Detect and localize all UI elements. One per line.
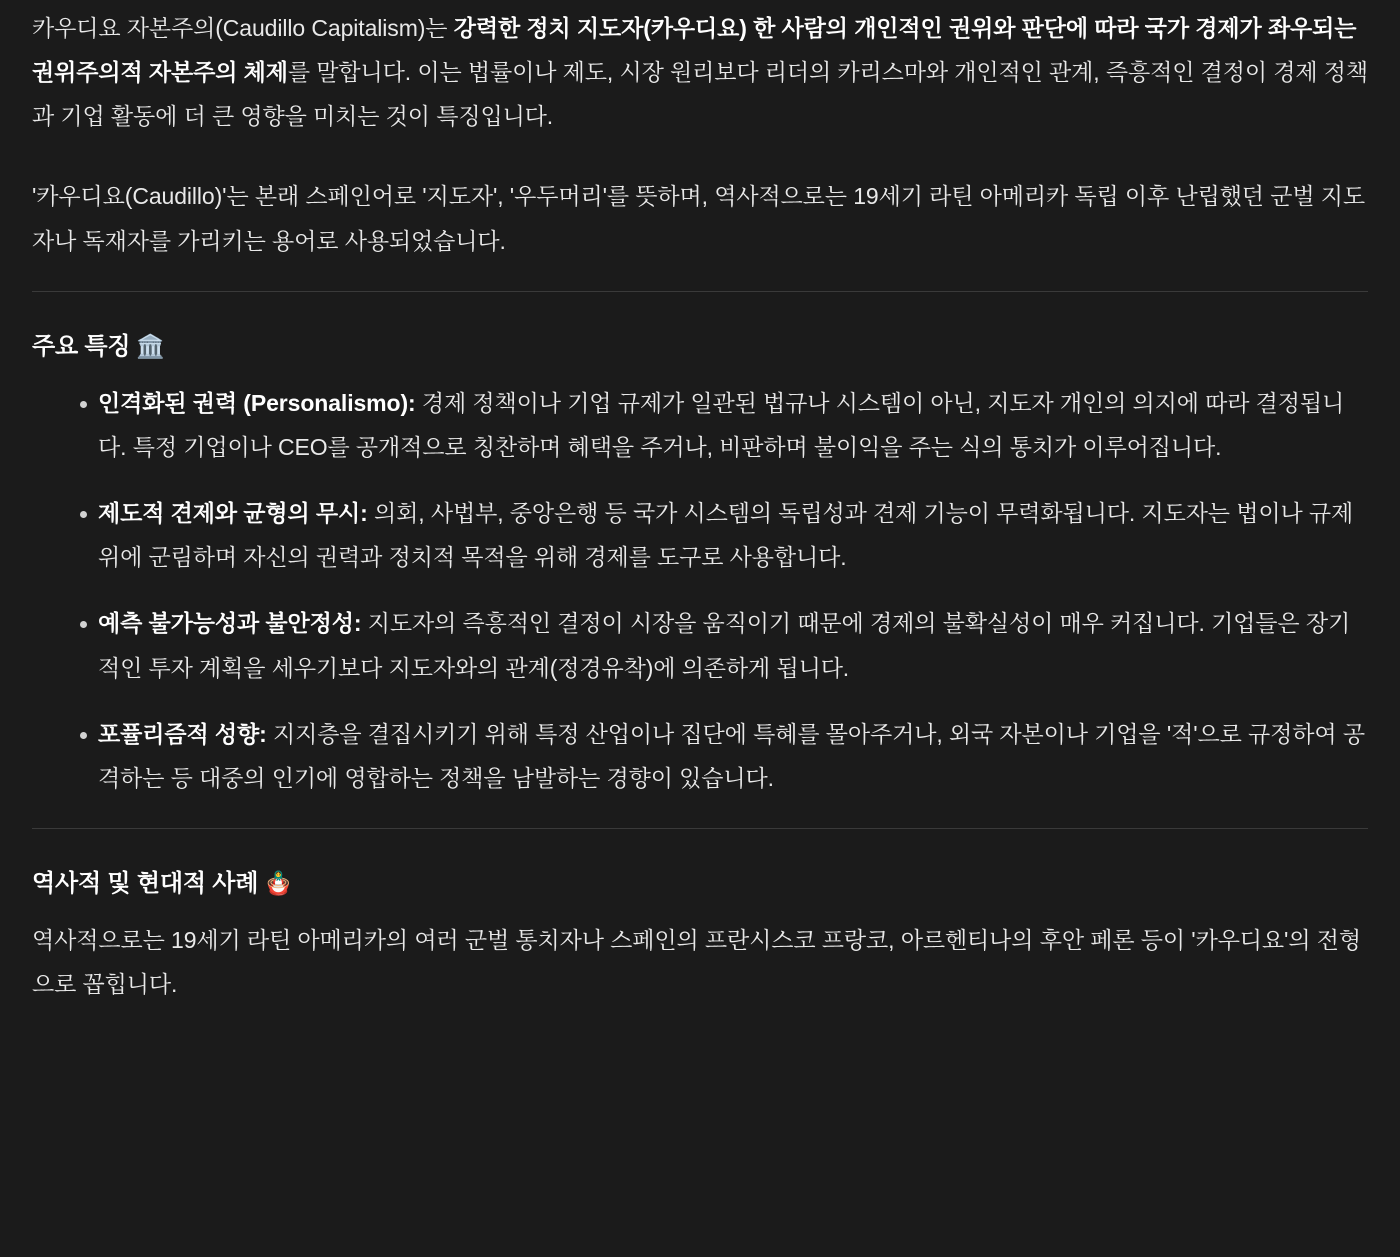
- list-item: [32, 381, 1368, 469]
- list-item-term: 제도적 견제와 균형의 무시:: [98, 500, 368, 527]
- intro-paragraph-1-lead: 카우디요 자본주의(Caudillo Capitalism)는: [32, 15, 454, 41]
- list-item: [32, 601, 1368, 689]
- paragraph-spacer: [32, 148, 1368, 174]
- intro-paragraph-1: [32, 0, 1368, 138]
- section-title-examples: [32, 863, 1368, 898]
- list-item-desc: 지지층을 결집시키기 위해 특정 산업이나 집단에 특혜를 몰아주거나, 외국 자본이나 기업을 '적'으로 규정하여 공격하는 등 대중의 인기에 영합하는 정책을 남발하는 경향이 있습니다.: [98, 720, 1365, 791]
- section-title-examples-text: 역사적 및 현대적 사례: [32, 870, 259, 898]
- intro-paragraph-1-tail: 를 말합니다. 이는 법률이나 제도, 시장 원리보다 리더의 카리스마와 개인적인 관계, 즉흥적인 결정이 경제 정책과 기업 활동에 더 큰 영향을 미치는 것이 특징입니다.: [32, 59, 1369, 130]
- intro-paragraph-2: '카우디요(Caudillo)'는 본래 스페인어로 '지도자', '우두머리'를 뜻하며, 역사적으로는 19세기 라틴 아메리카 독립 이후 난립했던 군벌 지도자나 독재자를 가리키는 용어로 사용되었습니다.: [32, 183, 1365, 254]
- list-item-term: 예측 불가능성과 불안정성:: [98, 610, 362, 637]
- examples-paragraph: 역사적으로는 19세기 라틴 아메리카의 여러 군벌 통치자나 스페인의 프란시스코 프랑코, 아르헨티나의 후안 페론 등이 '카우디요'의 전형으로 꼽힙니다.: [32, 927, 1361, 998]
- list-item-desc: 경제 정책이나 기업 규제가 일관된 법규나 시스템이 아닌, 지도자 개인의 의지에 따라 결정됩니다. 특정 기업이나 CEO를 공개적으로 칭찬하며 혜택을 주거나, 비판하며 불이익을 주는 식의 통치가 이루어집니다.: [98, 389, 1345, 460]
- list-item-desc: 지도자의 즉흥적인 결정이 시장을 움직이기 때문에 경제의 불확실성이 매우 커집니다. 기업들은 장기적인 투자 계획을 세우기보다 지도자와의 관계(정경유착)에 의존하게 됩니다.: [98, 610, 1351, 681]
- intro-paragraph-1-bold: 강력한 정치 지도자(카우디요) 한 사람의 개인적인 권위와 판단에 따라 국가 경제가 좌우되는 권위주의적 자본주의 체제: [32, 15, 1357, 86]
- list-item: [32, 712, 1368, 800]
- classical-building-icon: 🏛️: [136, 332, 165, 359]
- list-item-desc: 의회, 사법부, 중앙은행 등 국가 시스템의 독립성과 견제 기능이 무력화됩니다. 지도자는 법이나 규제 위에 군림하며 자신의 권력과 정치적 목적을 위해 경제를 도구로 사용합니다.: [98, 500, 1354, 571]
- section-title-features: [32, 326, 1368, 361]
- section-divider-2: [32, 828, 1368, 829]
- list-item-term: 포퓰리즘적 성향:: [98, 720, 267, 747]
- list-item: [32, 491, 1368, 579]
- nesting-doll-icon: 🪆: [264, 870, 293, 897]
- section-divider-1: [32, 291, 1368, 292]
- feature-list: [32, 381, 1368, 800]
- section-title-features-text: 주요 특징: [32, 332, 131, 360]
- list-item-term: 인격화된 권력 (Personalismo):: [98, 389, 416, 416]
